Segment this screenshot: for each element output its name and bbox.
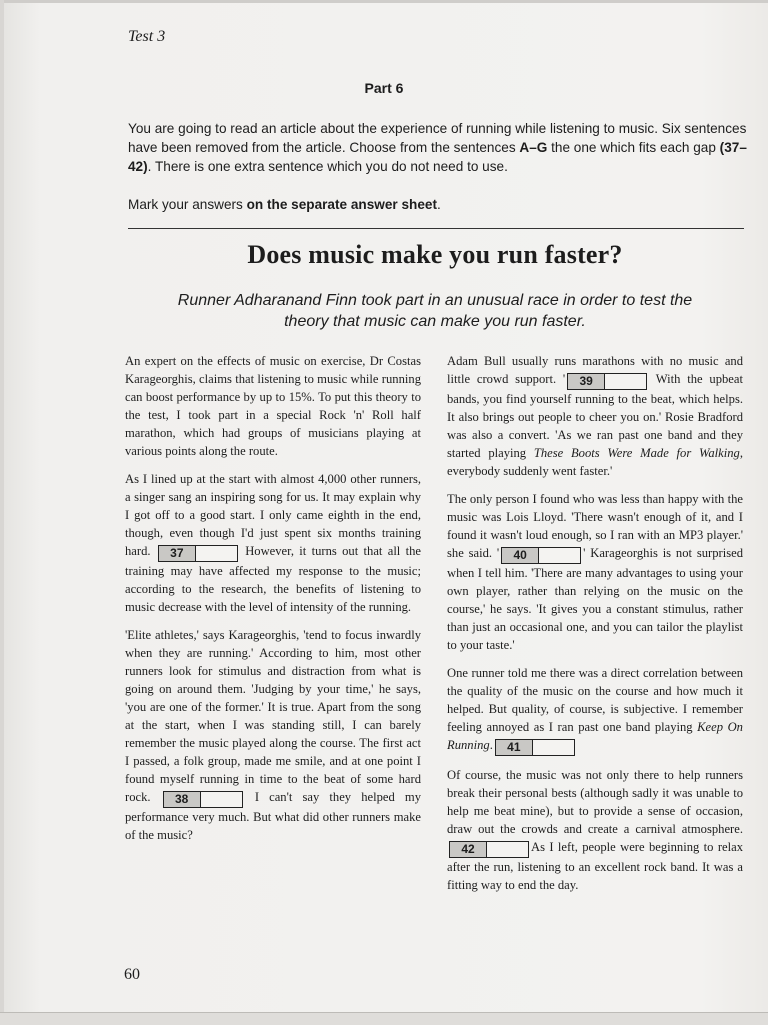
gap-range: (37–42) xyxy=(128,140,747,174)
right-paragraph-3 xyxy=(447,664,743,756)
gap-42-box[interactable] xyxy=(449,841,529,858)
instructions xyxy=(128,119,748,176)
gap-41-number: 41 xyxy=(496,740,533,755)
instructions-text-1: You are going to read an article about the experience of running while listening to music. Six sentences have been removed from the article. Choose from the sentences xyxy=(128,121,747,155)
gap-40-box[interactable] xyxy=(501,547,581,564)
song-title-keep-on-running: Keep On Running xyxy=(447,720,743,752)
gap-37-number: 37 xyxy=(159,546,196,561)
left-paragraph-3-text-a: 'Elite athletes,' says Karageorghis, 'tend to focus inwardly when they are running.' According to him, most other runners look for stimulus and distraction from what is going on around them. 'Judging by your time,' he says, 'you are one of the former.' It is true. Apart from the song at the start, when I was standing still, I can barely remember the music played along the course. The first act I passed, a folk group, made me smile, and at one point I found myself running in time to the beat of some hard rock. xyxy=(125,628,421,804)
right-paragraph-1-text-c: , everybody suddenly went faster.' xyxy=(447,446,743,478)
left-paragraph-1: An expert on the effects of music on exercise, Dr Costas Karageorghis, claims that listening to music while running can boost performance by up to 15%. To put this theory to the test, I took part in a special Rock 'n' Roll half marathon, which had groups of musicians playing at various points along the route. xyxy=(125,354,421,458)
left-paragraph-2-text-a: As I lined up at the start with almost 4,000 other runners, a singer sang an inspiring song for us. It may explain why I got off to a good start. I only came eighth in the end, though, even though I'd just spent six months training hard. xyxy=(125,472,421,558)
answer-sheet-emphasis: on the separate answer sheet xyxy=(246,197,437,212)
instructions-text-2: the one which fits each gap xyxy=(547,140,720,155)
page-number: 60 xyxy=(124,966,140,983)
right-paragraph-3-dot: . xyxy=(489,738,493,752)
right-paragraph-1-text-a: Adam Bull usually runs marathons with no music and little crowd support. ' xyxy=(447,354,743,386)
mark-answers-instruction xyxy=(128,195,748,214)
song-title-these-boots: These Boots Were Made for Walking xyxy=(533,446,740,460)
right-paragraph-1 xyxy=(447,352,743,480)
left-paragraph-2 xyxy=(125,470,421,616)
article-column-right xyxy=(447,352,743,904)
left-paragraph-3-text-b: I can't say they helped my performance very much. But what did other runners make of the music? xyxy=(125,790,422,842)
left-paragraph-3 xyxy=(125,626,421,844)
right-paragraph-4-text-b: As I left, people were beginning to relax after the run, listening to an excellent rock band. It was a fitting way to end the day. xyxy=(447,840,743,892)
left-paragraph-2-text-b: However, it turns out that all the training may have affected my response to the music; according to the research, the benefits of listening to music decrease with the level of intensity of the running. xyxy=(125,544,422,614)
test-label: Test 3 xyxy=(128,28,166,45)
gap-37-box[interactable] xyxy=(158,545,238,562)
right-paragraph-4 xyxy=(447,766,743,894)
gap-40-number: 40 xyxy=(502,548,539,563)
gap-38-number: 38 xyxy=(164,792,201,807)
right-paragraph-4-text-a: Of course, the music was not only there to help runners break their personal bests (although sadly it was unable to help me beat mine), but to provide a sense of occasion, draw out the crowds and create a carnival atmosphere. xyxy=(447,768,743,836)
gap-39-box[interactable] xyxy=(567,373,647,390)
instructions-text-3: . There is one extra sentence which you do not need to use. xyxy=(147,159,508,174)
mark-answers-end: . xyxy=(437,197,441,212)
right-paragraph-2-text-a: The only person I found who was less than happy with the music was Lois Lloyd. 'There wasn't enough of it, and I found it wasn't loud enough, so I ran with an MP3 player.' she said. ' xyxy=(447,492,743,560)
gap-41-box[interactable] xyxy=(495,739,575,756)
right-paragraph-2-text-b: ' Karageorghis is not surprised when I tell him. 'There are many advantages to using your own player, rather than relying on the music on the course,' he says. 'It gives you a constant stimulus, rather than just an occasional one, and you can tailor the playlist to your taste.' xyxy=(447,546,744,652)
divider-rule xyxy=(128,228,744,229)
right-paragraph-2 xyxy=(447,490,743,654)
article-column-left xyxy=(125,352,421,854)
gap-42-number: 42 xyxy=(450,842,487,857)
right-paragraph-3-text-a: One runner told me there was a direct correlation between the quality of the music on the course and how much it helped. But quality, of course, is subjective. I remember feeling annoyed as I ran past one band playing xyxy=(447,666,743,734)
sentence-range: A–G xyxy=(519,140,548,155)
page-top-edge xyxy=(0,0,768,3)
gap-38-box[interactable] xyxy=(163,791,243,808)
article-standfirst: Runner Adharanand Finn took part in an unusual race in order to test the theory that music can make you run faster. xyxy=(177,292,693,330)
part-title: Part 6 xyxy=(364,80,404,96)
mark-answers-text: Mark your answers xyxy=(128,197,247,212)
page-bottom-edge xyxy=(0,1012,768,1025)
right-paragraph-1-text-b: With the upbeat bands, you find yourself running to the beat, which helps. It also brings out people to cheer you on.' Rosie Bradford was also a convert. 'As we ran past one band and they started playing xyxy=(447,372,743,460)
page-left-edge xyxy=(0,0,4,1024)
article-headline: Does music make you run faster? xyxy=(247,240,623,269)
gap-39-number: 39 xyxy=(568,374,605,389)
